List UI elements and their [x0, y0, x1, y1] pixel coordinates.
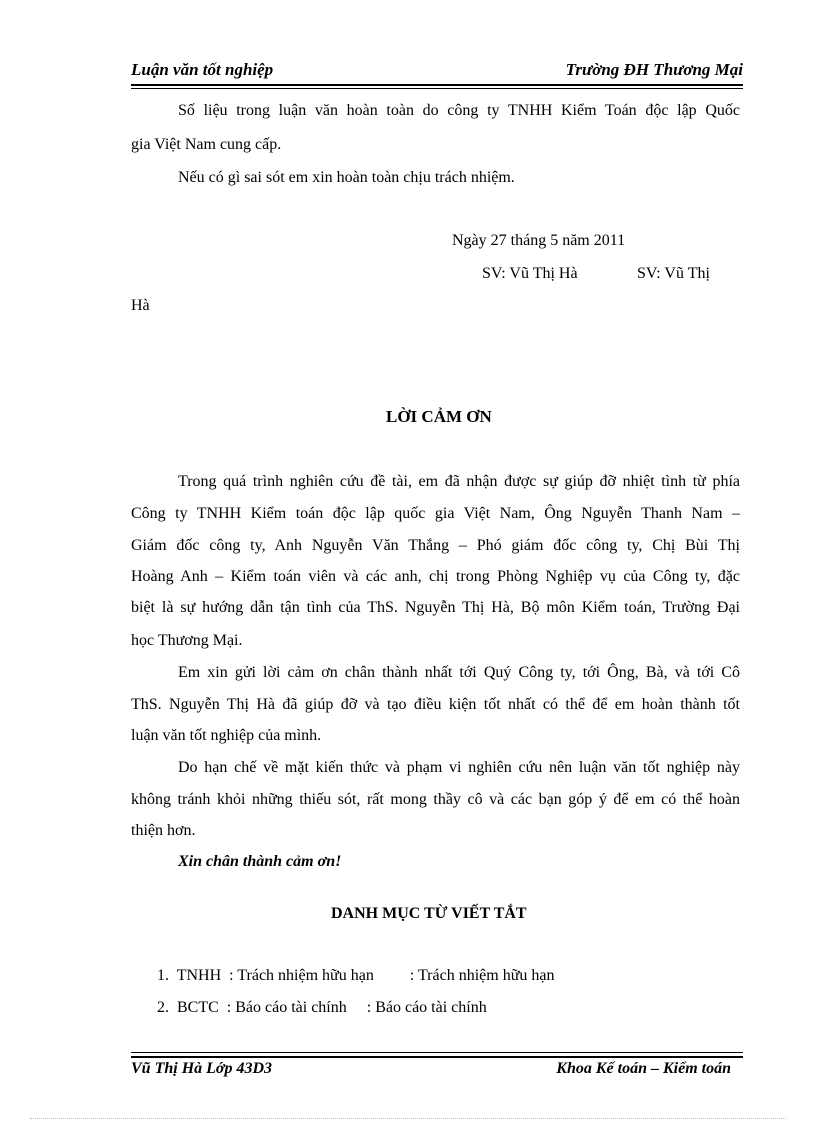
abbreviation-item-2: 2. BCTC : Báo cáo tài chính : Báo cáo tài chính: [157, 999, 487, 1016]
header-thesis-label: Luận văn tốt nghiệp: [131, 60, 274, 79]
intro-line-2: gia Việt Nam cung cấp.: [131, 136, 282, 153]
thanks-title: LỜI CẢM ƠN: [386, 407, 492, 426]
thanks-p1-line-5: [131, 598, 740, 618]
page-edge-divider: [30, 1118, 786, 1119]
thanks-p2-line-1: [178, 663, 740, 683]
page-header: [131, 58, 743, 84]
thanks-p3-line-3: thiện hơn.: [131, 822, 196, 839]
thanks-closing: Xin chân thành cảm ơn!: [178, 853, 342, 870]
thanks-p1-line-4-text: Hoàng Anh – Kiểm toán viên và các anh, chị trong Phòng Nghiệp vụ của Công ty, đặc: [131, 568, 740, 585]
thanks-p3-line-2: [131, 790, 740, 810]
thanks-p1-line-1-text: Trong quá trình nghiên cứu đề tài, em đã nhận được sự giúp đỡ nhiệt tình từ phía: [178, 473, 740, 490]
signature-sv-2: SV: Vũ Thị: [637, 265, 710, 282]
thanks-p2-line-2: [131, 695, 740, 715]
abbreviations-title: DANH MỤC TỪ VIẾT TẮT: [331, 905, 527, 922]
abbreviation-item-1: 1. TNHH : Trách nhiệm hữu hạn : Trách nhiệm hữu hạn: [157, 967, 555, 984]
footer-author-class: Vũ Thị Hà Lớp 43D3: [131, 1060, 273, 1077]
intro-line-1: [178, 101, 740, 121]
thanks-p1-line-2-text: Công ty TNHH Kiểm toán độc lập quốc gia Việt Nam, Ông Nguyễn Thanh Nam –: [131, 505, 740, 522]
intro-line-3: Nếu có gì sai sót em xin hoàn toàn chịu trách nhiệm.: [178, 169, 515, 186]
thanks-p1-line-5-text: biệt là sự hướng dẫn tận tình của ThS. Nguyễn Thị Hà, Bộ môn Kiểm toán, Trường Đại: [131, 599, 740, 616]
header-divider: [131, 84, 743, 86]
footer-faculty: Khoa Kế toán – Kiểm toán: [556, 1060, 731, 1077]
thanks-p1-line-2: [131, 504, 740, 524]
thanks-p3-line-2-text: không tránh khỏi những thiếu sót, rất mong thầy cô và các bạn góp ý để em có thể hoàn: [131, 791, 740, 808]
thanks-p1-line-4: [131, 567, 740, 587]
thanks-p1-line-3-text: Giám đốc công ty, Anh Nguyễn Văn Thắng – Phó giám đốc công ty, Chị Bùi Thị: [131, 537, 740, 554]
signature-date: Ngày 27 tháng 5 năm 2011: [452, 232, 626, 249]
signature-sv-2-cont: Hà: [131, 297, 150, 314]
page-footer: [131, 1060, 731, 1082]
header-university: Trường ĐH Thương Mại: [565, 60, 743, 79]
signature-sv-1: SV: Vũ Thị Hà: [482, 265, 578, 282]
intro-line-1-text: Số liệu trong luận văn hoàn toàn do công ty TNHH Kiểm Toán độc lập Quốc: [178, 102, 740, 119]
footer-divider-thin: [131, 1052, 743, 1053]
thanks-p1-line-3: [131, 536, 740, 556]
thanks-p2-line-3: luận văn tốt nghiệp của mình.: [131, 727, 322, 744]
thanks-p1-line-6: học Thương Mại.: [131, 632, 243, 649]
thanks-p3-line-1: [178, 758, 740, 778]
thanks-p2-line-1-text: Em xin gửi lời cảm ơn chân thành nhất tới Quý Công ty, tới Ông, Bà, và tới Cô: [178, 664, 740, 681]
thanks-p2-line-2-text: ThS. Nguyễn Thị Hà đã giúp đỡ và tạo điều kiện tốt nhất có thể để em hoàn thành tốt: [131, 696, 740, 713]
thanks-p3-line-1-text: Do hạn chế về mặt kiến thức và phạm vi nghiên cứu nên luận văn tốt nghiệp này: [178, 759, 740, 776]
thanks-p1-line-1: [178, 472, 740, 492]
footer-divider: [131, 1056, 743, 1058]
header-divider-thin: [131, 88, 743, 89]
